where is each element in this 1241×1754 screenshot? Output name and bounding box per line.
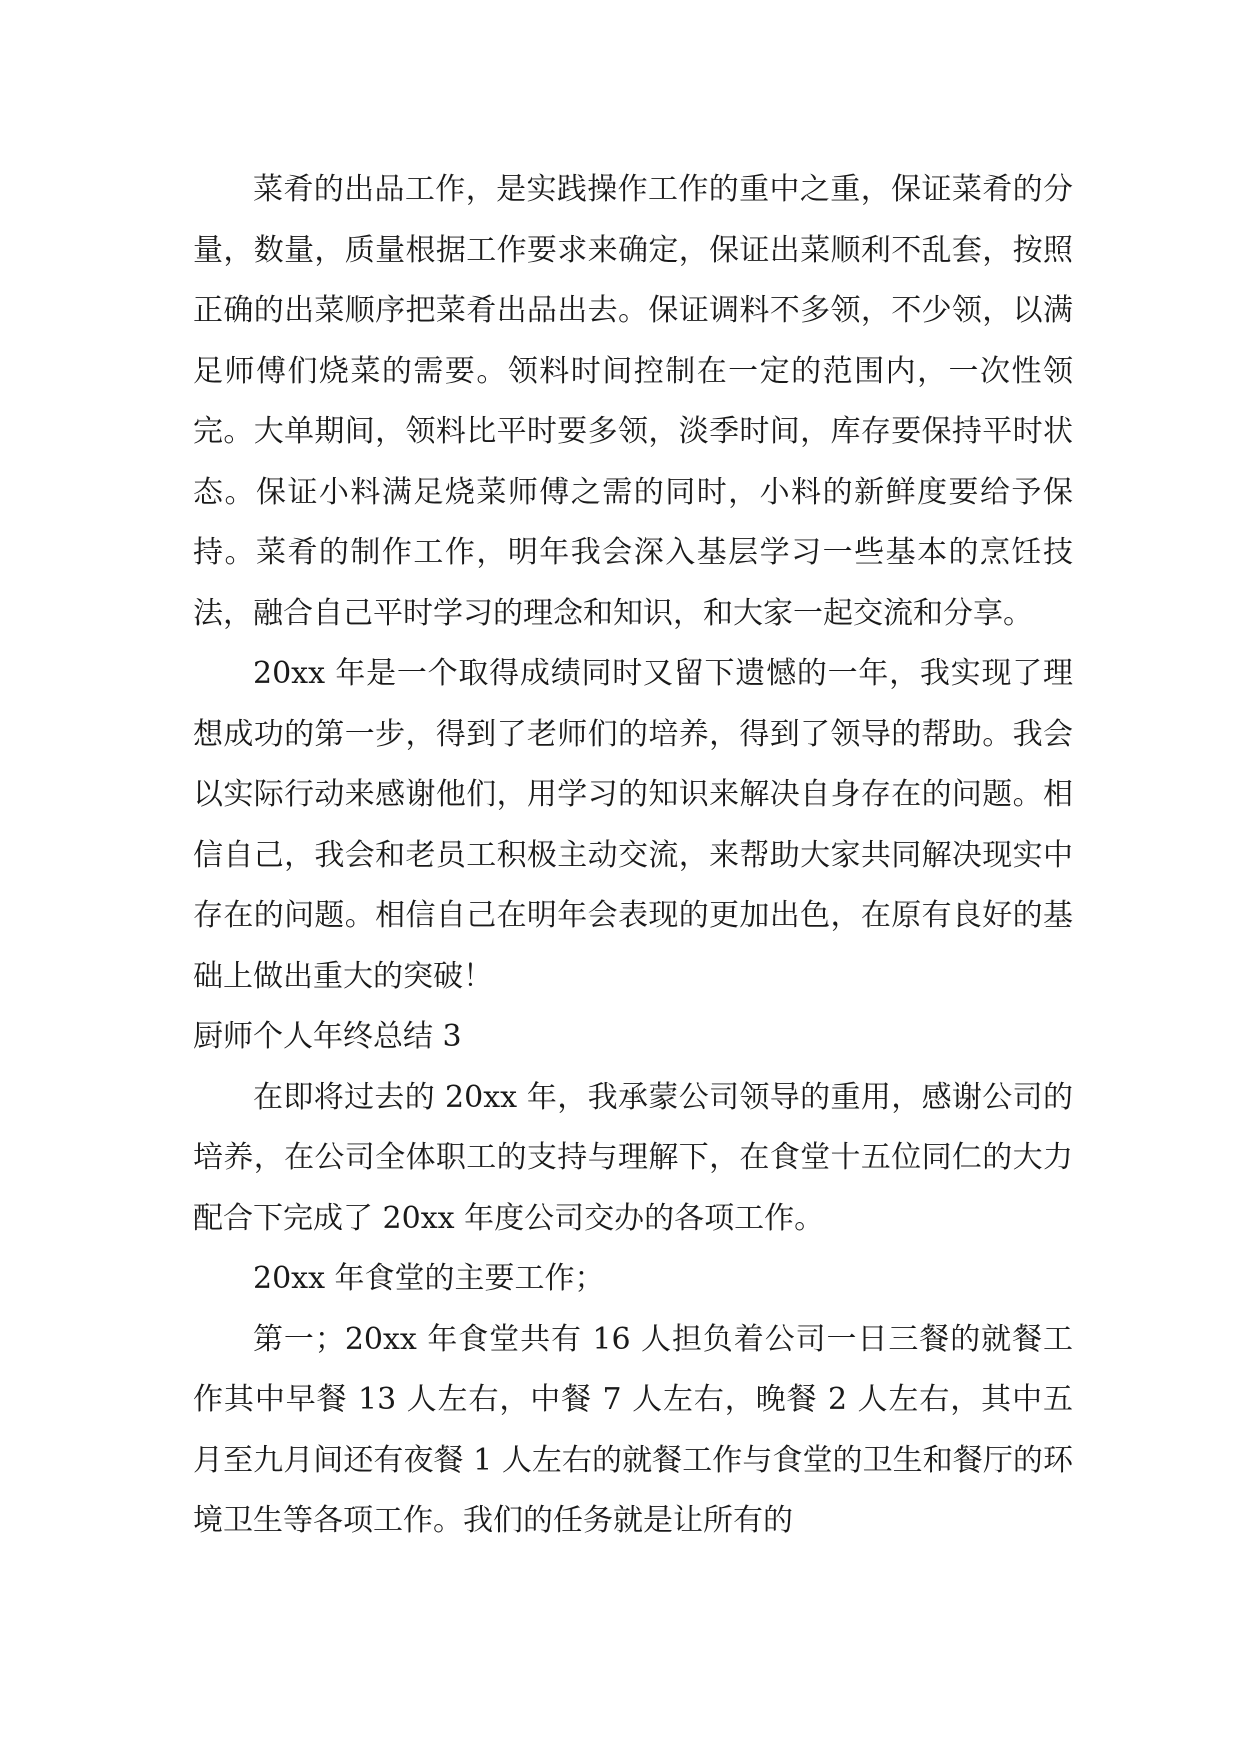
document-body [193,160,1073,1552]
section-heading: 厨师个人年终总结 3 [193,1019,462,1054]
paragraph-main-work-title: 20xx 年食堂的主要工作； [253,1261,605,1296]
paragraph-intro: 在即将过去的 20xx 年，我承蒙公司领导的重用，感谢公司的培养，在公司全体职工的支持与理解下，在食堂十五位同仁的大力配合下完成了 20xx 年度公司交办的各项工作。 [193,1079,1073,1236]
paragraph-first-item: 第一；20xx 年食堂共有 16 人担负着公司一日三餐的就餐工作其中早餐 13 人左右，中餐 7 人左右，晚餐 2 人左右，其中五月至九月间还有夜餐 1 人左右的就餐工作与食堂的卫生和餐厅的环境卫生等各项工作。我们的任务就是让所有的 [193,1321,1073,1538]
paragraph-dish-output: 菜肴的出品工作，是实践操作工作的重中之重，保证菜肴的分量，数量，质量根据工作要求来确定，保证出菜顺利不乱套，按照正确的出菜顺序把菜肴出品出去。保证调料不多领，不少领，以满足师傅们烧菜的需要。领料时间控制在一定的范围内，一次性领完。大单期间，领料比平时要多领，淡季时间，库存要保持平时状态。保证小料满足烧菜师傅之需的同时，小料的新鲜度要给予保持。菜肴的制作工作，明年我会深入基层学习一些基本的烹饪技法，融合自己平时学习的理念和知识，和大家一起交流和分享。 [193,172,1073,631]
paragraph-year-review: 20xx 年是一个取得成绩同时又留下遗憾的一年，我实现了理想成功的第一步，得到了老师们的培养，得到了领导的帮助。我会以实际行动来感谢他们，用学习的知识来解决自身存在的问题。相信自己，我会和老员工积极主动交流，来帮助大家共同解决现实中存在的问题。相信自己在明年会表现的更加出色，在原有良好的基础上做出重大的突破！ [193,656,1073,994]
